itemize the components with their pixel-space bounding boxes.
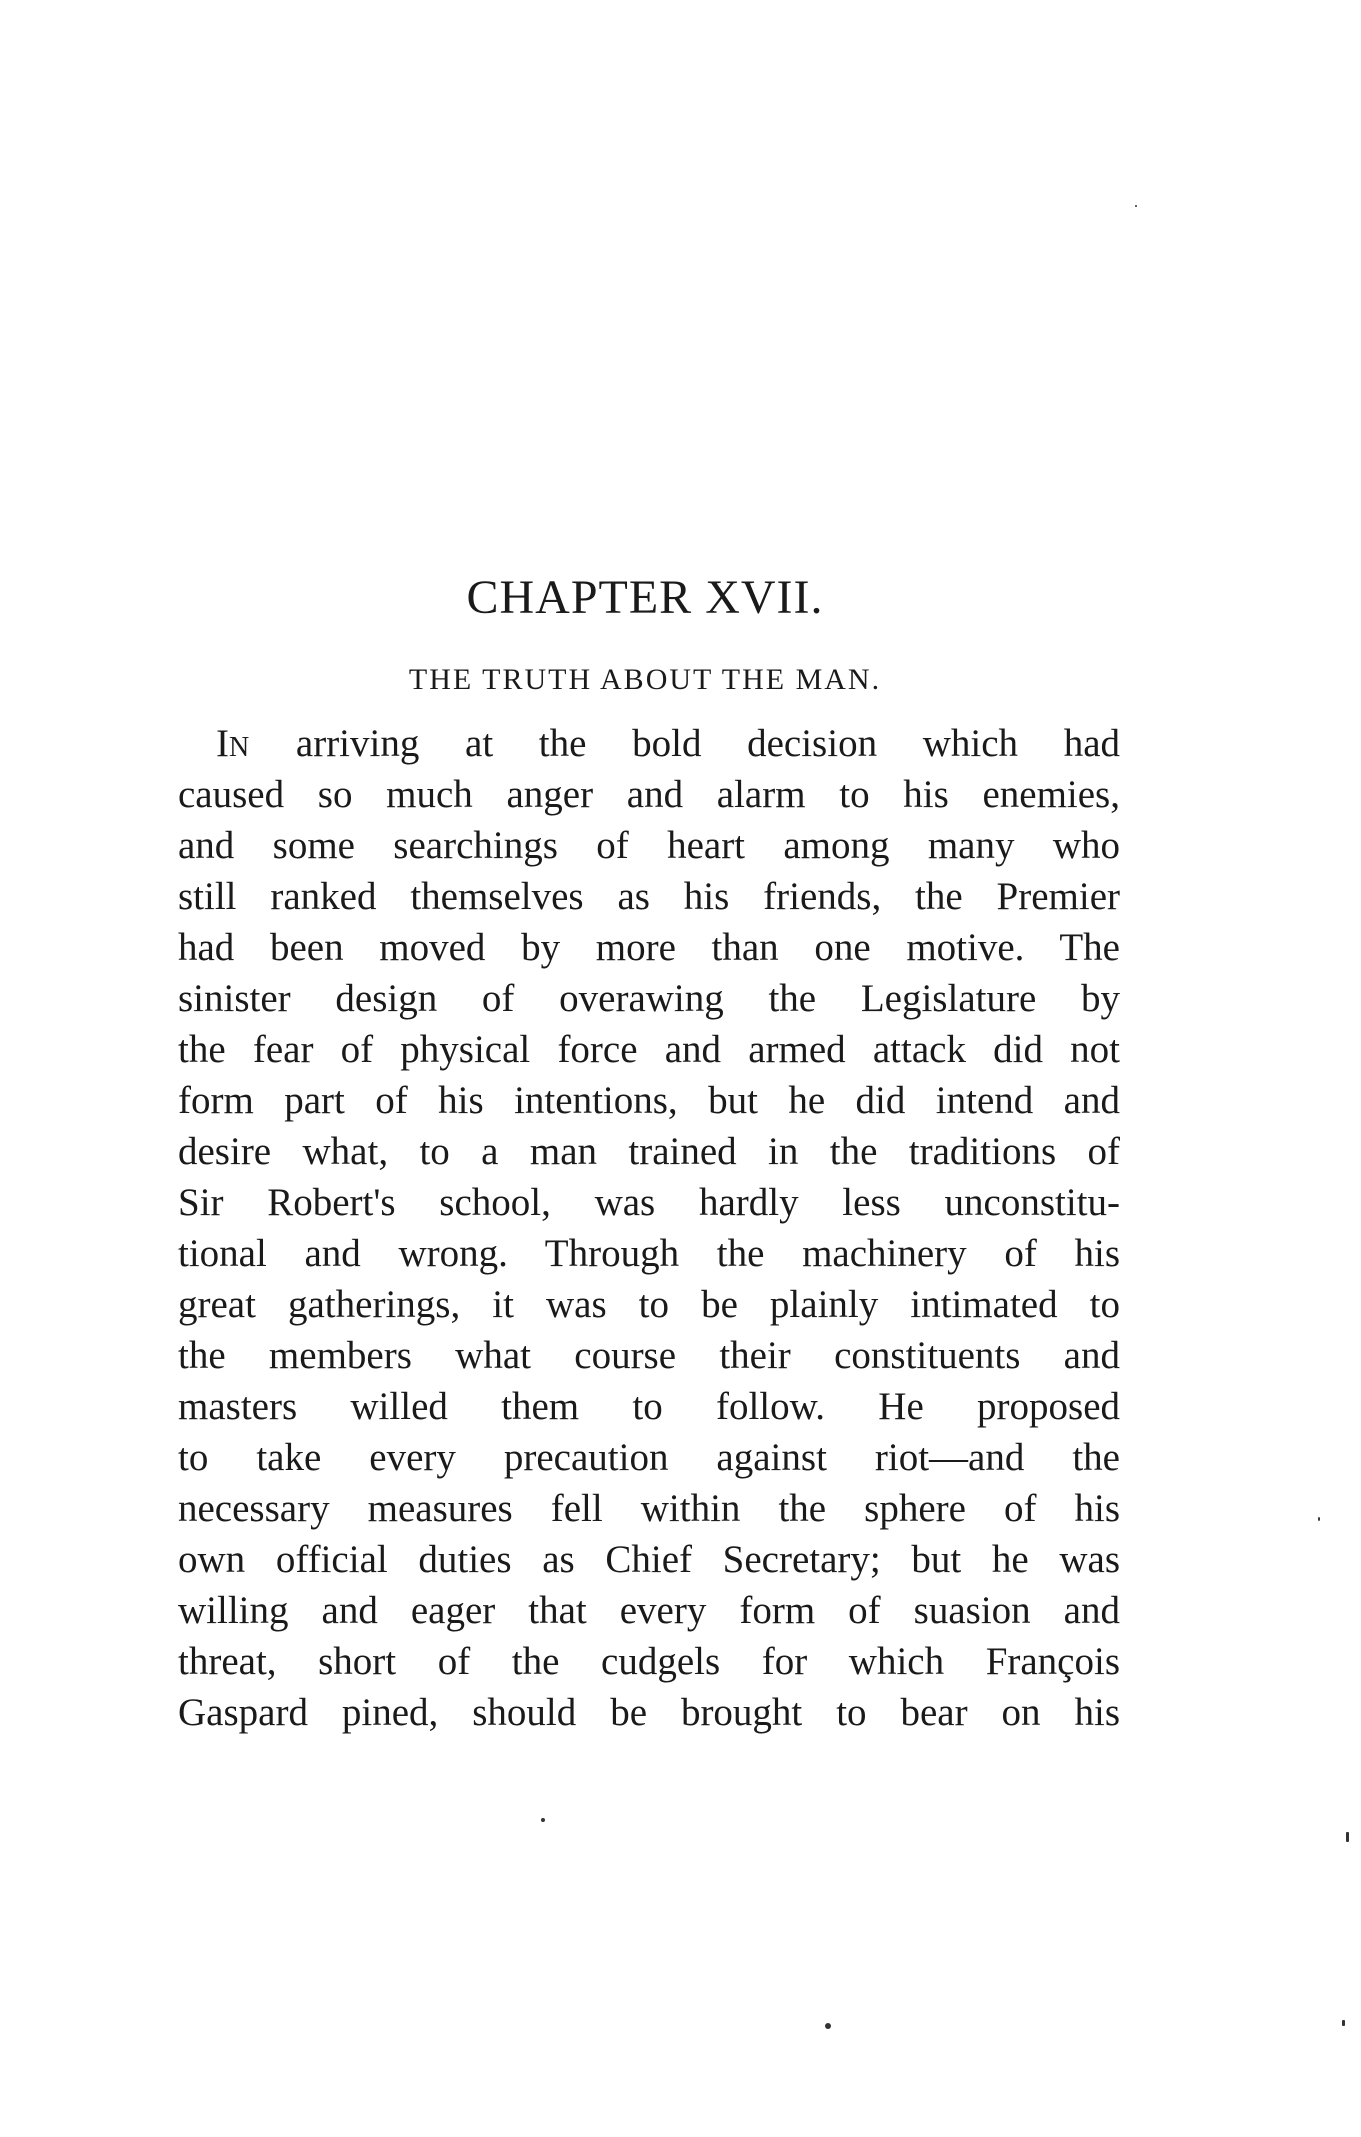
text-line: willing and eager that every form of suasion and	[178, 1589, 1120, 1632]
text-line: the members what course their constituents and	[178, 1334, 1120, 1377]
text-line: and some searchings of heart among many who	[178, 824, 1120, 867]
text-line: masters willed them to follow. He proposed	[178, 1385, 1120, 1428]
chapter-title: CHAPTER XVII.	[466, 571, 824, 624]
first-line-rest: arriving at the bold decision which had	[250, 722, 1120, 765]
text-line: threat, short of the cudgels for which François	[178, 1640, 1120, 1683]
scan-speck	[825, 2023, 831, 2029]
text-line: still ranked themselves as his friends, the Premier	[178, 875, 1120, 918]
text-line: the fear of physical force and armed attack did not	[178, 1028, 1120, 1071]
scan-speck	[541, 1818, 545, 1822]
chapter-subtitle: THE TRUTH ABOUT THE MAN.	[408, 663, 882, 696]
text-line: form part of his intentions, but he did intend and	[178, 1079, 1120, 1122]
text-line: had been moved by more than one motive. The	[178, 926, 1120, 969]
scan-speck	[1135, 205, 1137, 207]
text-line: sinister design of overawing the Legislature by	[178, 977, 1120, 1020]
text-line: Sir Robert's school, was hardly less unconstitu-	[178, 1181, 1120, 1224]
text-line: to take every precaution against riot—and the	[178, 1436, 1120, 1479]
text-line: desire what, to a man trained in the traditions of	[178, 1130, 1120, 1173]
text-line: great gatherings, it was to be plainly intimated to	[178, 1283, 1120, 1326]
text-line: Gaspard pined, should be brought to bear on his	[178, 1691, 1120, 1734]
first-line	[178, 718, 1120, 769]
text-line: tional and wrong. Through the machinery of his	[178, 1232, 1120, 1275]
scan-speck	[1342, 2020, 1345, 2026]
text-line: caused so much anger and alarm to his enemies,	[178, 773, 1120, 816]
body-text	[178, 718, 1120, 1738]
initial-letter: I	[216, 722, 229, 765]
initial-smallcap: N	[229, 732, 251, 763]
scan-speck	[1346, 1832, 1349, 1842]
text-line: necessary measures fell within the sphere of his	[178, 1487, 1120, 1530]
scan-speck	[1318, 1517, 1320, 1521]
text-line: own official duties as Chief Secretary; but he was	[178, 1538, 1120, 1581]
